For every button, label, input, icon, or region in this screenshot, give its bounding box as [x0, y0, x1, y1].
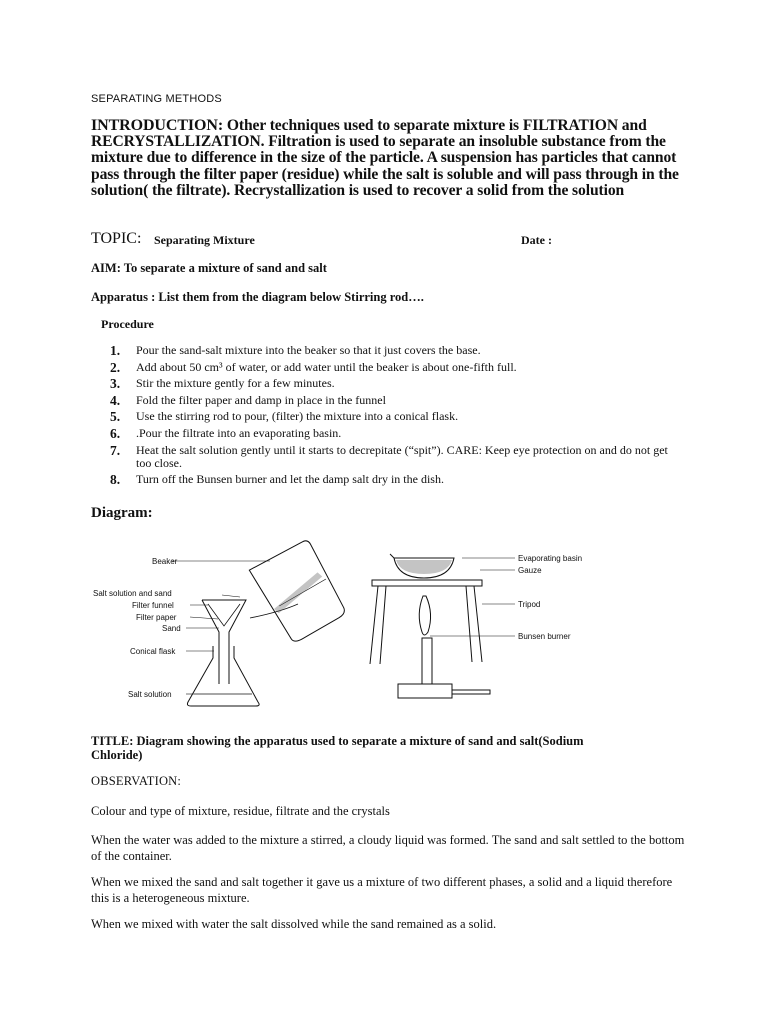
label-filter-paper: Filter paper [136, 613, 177, 622]
figure-title: TITLE: Diagram showing the apparatus used to separate a mixture of sand and salt(Sodium Chloride) [91, 734, 584, 762]
step-number: 2. [110, 359, 121, 375]
introduction-text: Other techniques used to separate mixture is FILTRATION and RECRYSTALLIZATION. Filtration is used to separate an insoluble substance from the mixture due to difference in the size of the particle. A suspension has particles that cannot pass through the filter paper (residue) while the salt is soluble and will pass through in the solution( the filtrate). Recrystallization is used to recover a solid from the solution [91, 117, 679, 199]
step-text: Pour the sand-salt mixture into the beaker so that it just covers the base. [136, 343, 481, 357]
step-number: 6. [110, 425, 121, 441]
procedure-step [110, 344, 670, 357]
step-text: Stir the mixture gently for a few minutes. [136, 376, 335, 391]
label-tripod: Tripod [518, 600, 541, 609]
introduction-heading: INTRODUCTION: [91, 117, 224, 134]
section-title: SEPARATING METHODS [91, 93, 222, 105]
label-salt-solution: Salt solution [128, 690, 172, 699]
procedure-steps [110, 344, 670, 490]
step-number: 3. [110, 376, 121, 392]
funnel-illustration [202, 600, 246, 684]
label-gauze: Gauze [518, 566, 542, 575]
procedure-step [110, 473, 670, 486]
step-number: 7. [110, 442, 121, 458]
observation-paragraph: When the water was added to the mixture a stirred, a cloudy liquid was formed. The sand and salt settled to the bottom of the container. [91, 833, 685, 863]
observation-paragraph: When we mixed with water the salt dissolved while the sand remained as a solid. [91, 917, 497, 931]
label-filter-funnel: Filter funnel [132, 601, 174, 610]
apparatus-line: Apparatus : List them from the diagram below Stirring rod…. [91, 290, 424, 304]
step-number: 8. [110, 472, 121, 488]
introduction-paragraph [91, 118, 681, 199]
label-evaporating-basin: Evaporating basin [518, 554, 583, 563]
aim-line: AIM: To separate a mixture of sand and salt [91, 261, 327, 275]
procedure-step [110, 427, 670, 440]
date-label: Date : [521, 233, 552, 247]
label-sand: Sand [162, 624, 181, 633]
procedure-step [110, 410, 670, 423]
step-text: Turn off the Bunsen burner and let the damp salt dry in the dish. [136, 472, 444, 487]
procedure-step [110, 394, 670, 407]
step-text: Heat the salt solution gently until it starts to decrepitate (“spit”). CARE: Keep eye protection on and do not get too close. [136, 442, 668, 470]
observation-paragraph: Colour and type of mixture, residue, filtrate and the crystals [91, 804, 390, 818]
topic-label: TOPIC: [91, 230, 142, 247]
procedure-label: Procedure [101, 317, 154, 331]
step-text: Fold the filter paper and damp in place in the funnel [136, 392, 386, 407]
observation-label: OBSERVATION: [91, 774, 182, 788]
step-number: 4. [110, 392, 121, 408]
diagram-heading: Diagram: [91, 505, 153, 521]
procedure-step [110, 361, 670, 374]
observation-paragraph: When we mixed the sand and salt together it gave us a mixture of two different phases, a solid and a liquid therefore this is a heterogeneous mixture. [91, 875, 673, 905]
apparatus-diagram [90, 534, 670, 720]
label-conical-flask: Conical flask [130, 647, 176, 656]
label-beaker: Beaker [152, 557, 178, 566]
step-text: Add about 50 cm³ of water, or add water until the beaker is about one-fifth full. [136, 359, 517, 374]
step-text: Use the stirring rod to pour, (filter) the mixture into a conical flask. [136, 409, 459, 424]
step-number: 1. [110, 343, 121, 358]
topic-value: Separating Mixture [154, 233, 255, 247]
procedure-step [110, 377, 670, 390]
label-salt-solution-sand: Salt solution and sand [93, 589, 172, 598]
label-bunsen-burner: Bunsen burner [518, 632, 571, 641]
step-text: .Pour the filtrate into an evaporating basin. [136, 425, 342, 440]
procedure-step [110, 444, 670, 470]
tripod-illustration [370, 580, 482, 664]
step-number: 5. [110, 409, 121, 425]
conical-flask-illustration [187, 646, 259, 706]
